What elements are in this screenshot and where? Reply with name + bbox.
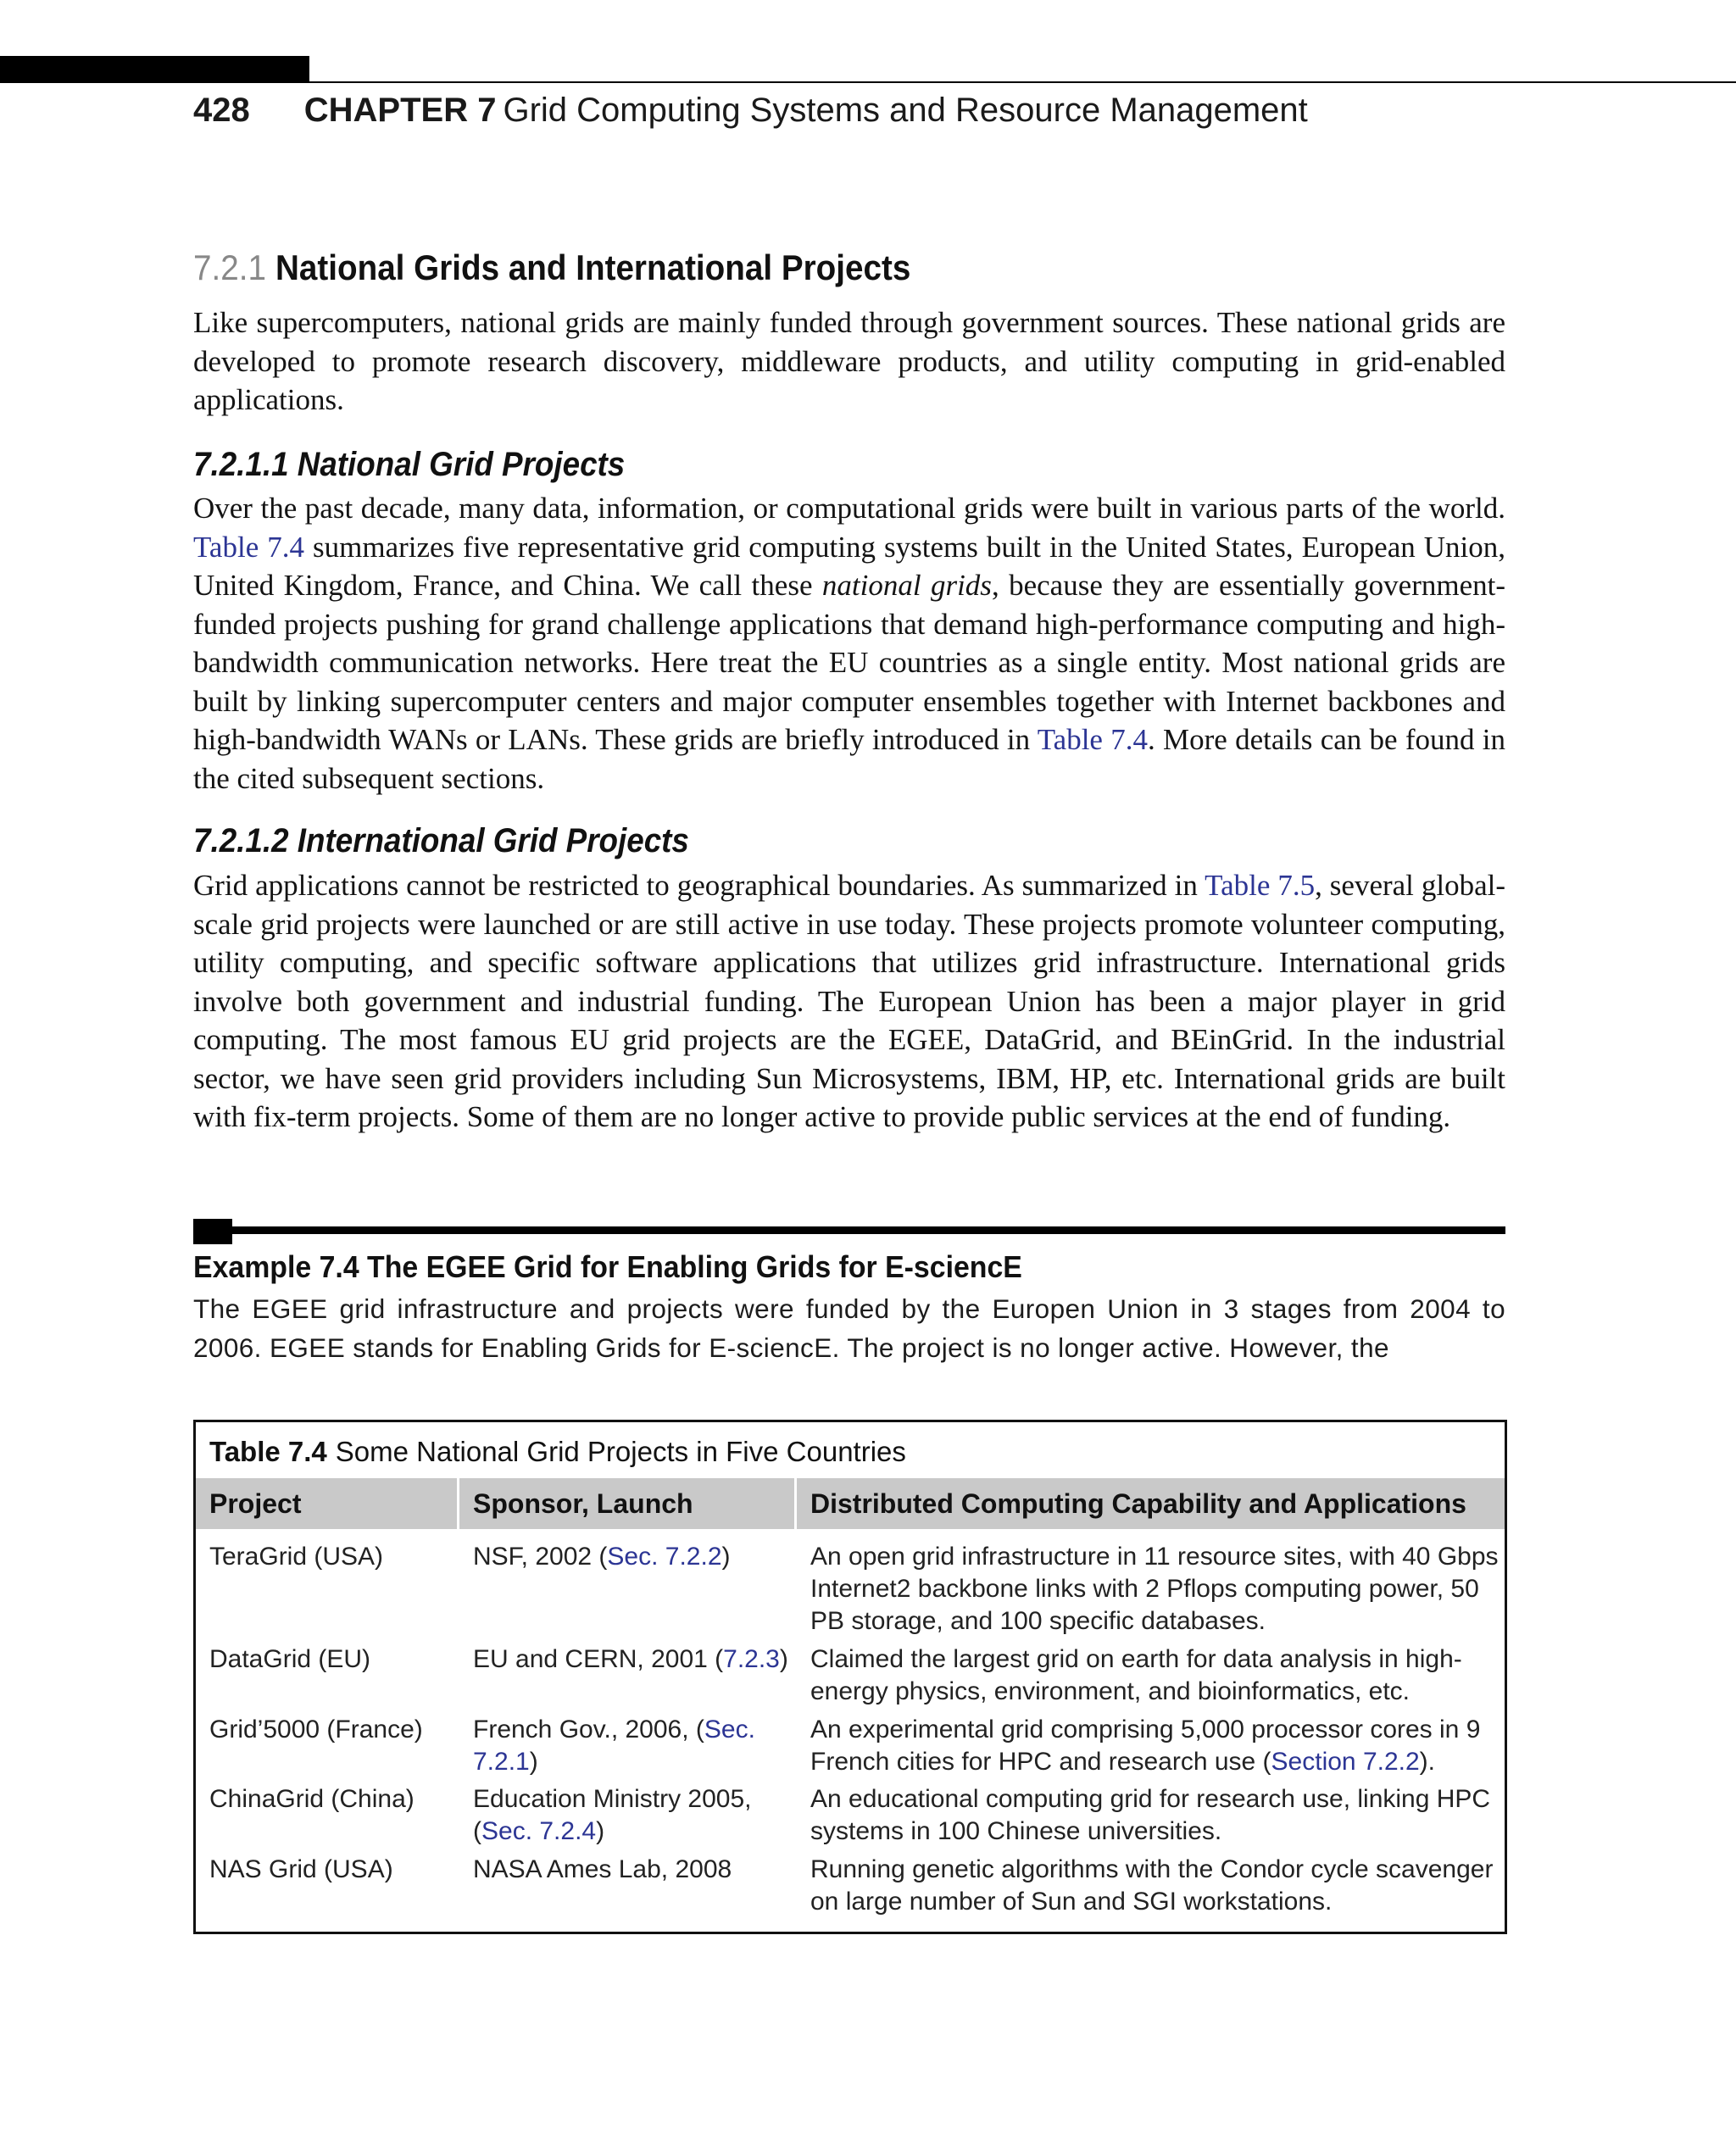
top-rule [309, 81, 1736, 83]
table-caption [209, 1436, 906, 1468]
text-span: Grid applications cannot be restricted to geographical boundaries. As summarized in [193, 869, 1205, 902]
cell-project: DataGrid (EU) [209, 1645, 371, 1673]
cell-sponsor [459, 1541, 794, 1573]
cell-sponsor [459, 1783, 794, 1848]
running-head [193, 92, 1308, 130]
text-span: Over the past decade, many data, information, or computational grids were built in various parts of the world. [193, 492, 1505, 525]
header-capability: Distributed Computing Capability and Applications [797, 1478, 1505, 1529]
text-span: , several global-scale grid projects were launched or are still active in use today. These projects promote volunteer computing, utility computing, and specific software applications that utilizes grid infrastructure. International grids involve both government and industrial funding. The European Union has been a major player in grid computing. The most famous EU grid projects are the EGEE, DataGrid, and BEinGrid. In the industrial sector, we have seen grid providers including Sun Microsystems, IBM, HP, etc. International grids are built with fix-term projects. Some of them are no longer active to provide public services at the end of funding. [193, 869, 1505, 1133]
cell-project: ChinaGrid (China) [209, 1785, 415, 1813]
header-sponsor-launch: Sponsor, Launch [459, 1478, 794, 1529]
section-number: 7.2.1 [193, 247, 266, 287]
subsection2-heading-wrap [193, 822, 1505, 860]
sponsor-tail: ) [529, 1748, 538, 1776]
capability-text: An open grid infrastructure in 11 resource sites, with 40 Gbps Internet2 backbone links with 2 Pflops computing power, 50 PB storage, and 100 specific databases. [810, 1543, 1499, 1635]
text-span: summarizes five representative grid computing systems built in the United States, European Union, United Kingdom, France, and China. We call these [193, 530, 1506, 602]
sponsor-text: NASA Ames Lab, 2008 [473, 1855, 732, 1883]
intro-paragraph: Like supercomputers, national grids are mainly funded through government sources. These national grids are developed to promote research discovery, middleware products, and utility computing in grid-enabled applications. [193, 306, 1505, 416]
top-black-bar [0, 56, 309, 83]
subsection2-body [193, 866, 1505, 1137]
subsection1-heading-wrap [193, 446, 1505, 484]
cell-sponsor [459, 1643, 794, 1676]
section-link[interactable]: Sec. 7.2.2 [607, 1543, 722, 1571]
section-title: National Grids and International Projects [275, 247, 911, 287]
sponsor-tail: ) [721, 1543, 731, 1571]
subsection2-heading: 7.2.1.2 International Grid Projects [193, 822, 689, 859]
capability-tail: ). [1419, 1748, 1435, 1776]
capability-text: Running genetic algorithms with the Condor cycle scavenger on large number of Sun and SGI workstations. [810, 1855, 1494, 1916]
table-header-row [196, 1478, 1505, 1529]
example-paragraph: The EGEE grid infrastructure and projects were funded by the Europen Union in 3 stages from 2004 to 2006. EGEE stands for Enabling Grids for E-sciencE. The project is no longer active. However, the [193, 1293, 1505, 1363]
capability-text: An experimental grid comprising 5,000 processor cores in 9 French cities for HPC and research use ( [810, 1716, 1481, 1776]
example-title-wrap [193, 1249, 1505, 1285]
sponsor-text: French Gov., 2006, ( [473, 1716, 704, 1743]
text-span: . More details can be found in the cited subsequent sections. [193, 723, 1505, 795]
sponsor-text: Education Ministry 2005, ( [473, 1785, 752, 1845]
chapter-label: CHAPTER 7 [303, 92, 497, 129]
cell-sponsor [459, 1714, 794, 1778]
cell-capability [797, 1783, 1505, 1848]
subsection2-paragraph [193, 866, 1505, 1137]
table-7-4-link-2[interactable]: Table 7.4 [1037, 723, 1148, 756]
cell-sponsor [459, 1854, 794, 1886]
cell-capability [797, 1541, 1505, 1638]
cell-project: TeraGrid (USA) [209, 1543, 384, 1571]
table-label: Table 7.4 [209, 1436, 327, 1467]
capability-text: An educational computing grid for research use, linking HPC systems in 100 Chinese universities. [810, 1785, 1491, 1845]
example-rule [193, 1226, 1505, 1234]
cell-project: NAS Grid (USA) [209, 1855, 393, 1883]
cell-project: Grid’5000 (France) [209, 1716, 423, 1743]
page-number: 428 [193, 92, 250, 129]
cell-capability [797, 1714, 1505, 1778]
subsection1-body [193, 489, 1505, 798]
chapter-title: Grid Computing Systems and Resource Management [503, 92, 1308, 129]
subsection1-heading: 7.2.1.1 National Grid Projects [193, 446, 626, 483]
table-7-4 [193, 1420, 1507, 1934]
cell-capability [797, 1643, 1505, 1708]
sponsor-tail: ) [596, 1817, 605, 1845]
capability-text: Claimed the largest grid on earth for data analysis in high-energy physics, environment, and bioinformatics, etc. [810, 1645, 1462, 1705]
section-heading [193, 247, 1505, 288]
subsection1-paragraph [193, 489, 1505, 798]
sponsor-text: EU and CERN, 2001 ( [473, 1645, 724, 1673]
table-caption-text: Some National Grid Projects in Five Countries [335, 1436, 906, 1467]
sponsor-tail: ) [779, 1645, 788, 1673]
text-span: , because they are essentially government-funded projects pushing for grand challenge applications that demand high-performance computing and high-bandwidth communication networks. Here treat the EU countries as a single entity. Most national grids are built by linking supercomputer centers and major computer ensembles together with Internet backbones and high-bandwidth WANs or LANs. These grids are briefly introduced in [193, 569, 1506, 756]
section-intro [193, 303, 1505, 420]
header-project: Project [196, 1478, 457, 1529]
table-7-5-link[interactable]: Table 7.5 [1205, 869, 1316, 902]
section-link[interactable]: Sec. 7.2.1 [473, 1716, 755, 1776]
section-link[interactable]: Section 7.2.2 [1271, 1748, 1420, 1776]
section-link[interactable]: 7.2.3 [723, 1645, 780, 1673]
sponsor-text: NSF, 2002 ( [473, 1543, 608, 1571]
table-7-4-link[interactable]: Table 7.4 [193, 530, 304, 564]
section-link[interactable]: Sec. 7.2.4 [481, 1817, 597, 1845]
example-title: Example 7.4 The EGEE Grid for Enabling Grids for E-sciencE [193, 1249, 1022, 1284]
example-body [193, 1289, 1505, 1367]
emphasis-national-grids: national grids [821, 569, 992, 602]
cell-capability [797, 1854, 1505, 1918]
